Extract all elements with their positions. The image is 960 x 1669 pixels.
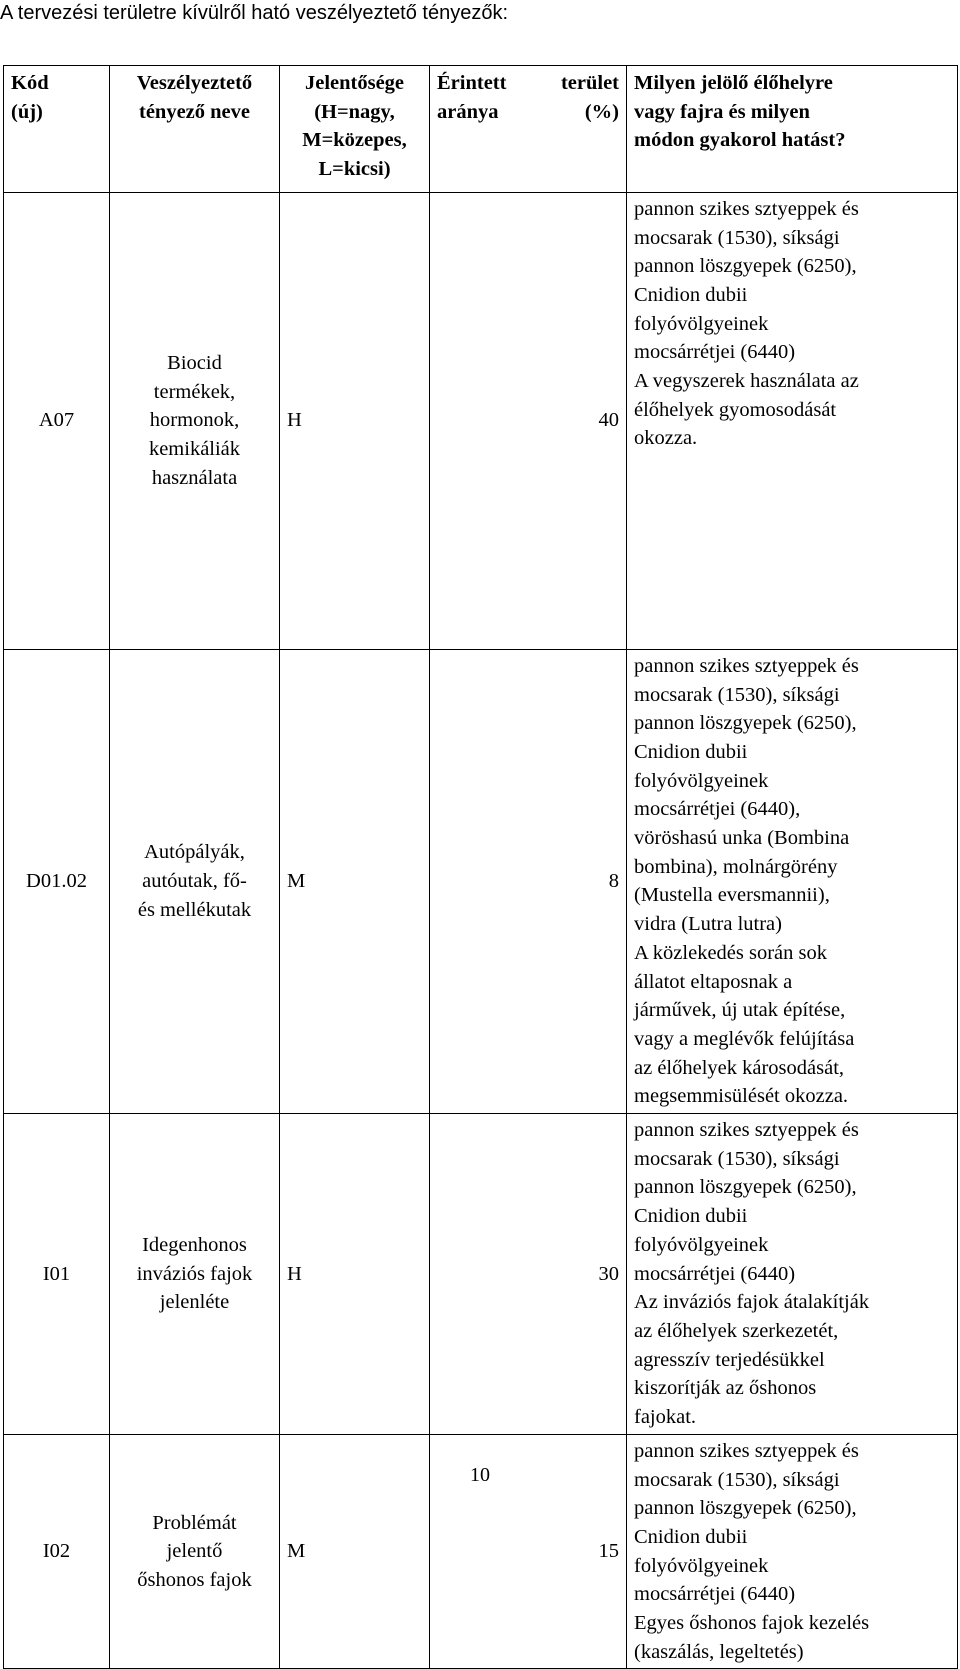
cell-text-line: mocsárrétjei (6440) — [634, 1262, 796, 1285]
cell-text-line: (kaszálás, legeltetés) — [634, 1640, 804, 1663]
cell-text-line: Érintett terület — [437, 72, 619, 94]
cell-text-line: mocsarak (1530), síksági — [634, 1468, 840, 1491]
row-code: D01.02 — [4, 649, 110, 1113]
cell-text-line: Cnidion dubii — [634, 1205, 748, 1228]
cell-text-line: Milyen jelölő élőhelyre — [634, 72, 833, 94]
cell-text-line: mocsárrétjei (6440), — [634, 798, 801, 821]
cell-text-line: okozza. — [634, 427, 698, 450]
row-factor-name — [110, 192, 280, 649]
cell-text-line: módon gyakorol hatást? — [634, 129, 846, 152]
cell-text-line: (H=nagy, — [314, 100, 395, 123]
row-code: I02 — [4, 1434, 110, 1669]
row-effect-description — [627, 192, 958, 649]
cell-text-line: Biocid — [167, 352, 222, 375]
row-affected-ratio: 30 — [430, 1114, 627, 1435]
cell-text-line: vagy a meglévők felújítása — [634, 1027, 855, 1050]
header-name — [110, 66, 280, 193]
cell-text-line: pannon löszgyepek (6250), — [634, 1176, 857, 1199]
cell-text-line: élőhelyek gyomosodását — [634, 398, 837, 421]
cell-text-line: folyóvölgyeinek — [634, 769, 769, 792]
cell-text-line: pannon szikes sztyeppek és — [634, 654, 859, 677]
cell-text-line: tényező neve — [139, 100, 250, 123]
row-factor-name — [110, 649, 280, 1113]
cell-text-line: használata — [151, 466, 238, 489]
cell-text-line: az élőhelyek károsodását, — [634, 1056, 845, 1079]
cell-text-line: folyóvölgyeinek — [634, 1554, 769, 1577]
cell-text-line: Jelentősége — [304, 72, 405, 94]
cell-text-line: pannon löszgyepek (6250), — [634, 255, 857, 278]
cell-text-line: vagy fajra és milyen — [634, 100, 810, 123]
cell-text-line: járművek, új utak építése, — [634, 999, 846, 1022]
cell-text-line: megsemmisülését okozza. — [634, 1085, 849, 1108]
cell-text-line: pannon szikes sztyeppek és — [634, 197, 859, 220]
cell-text-line: folyóvölgyeinek — [634, 1233, 769, 1256]
cell-text-line: és mellékutak — [137, 898, 252, 921]
cell-text-line: kiszorítják az őshonos — [634, 1377, 817, 1400]
cell-text-line: az élőhelyek szerkezetét, — [634, 1319, 839, 1342]
cell-text-line: A vegyszerek használata az — [634, 370, 859, 393]
row-code: I01 — [4, 1114, 110, 1435]
cell-text-line: Veszélyeztető — [136, 72, 253, 94]
cell-text-line: inváziós fajok — [136, 1262, 253, 1285]
cell-text-line: (új) — [11, 100, 43, 123]
threat-factors-table — [3, 65, 958, 1669]
cell-text-line: mocsarak (1530), síksági — [634, 683, 840, 706]
cell-text-line: pannon löszgyepek (6250), — [634, 712, 857, 735]
row-effect-description — [627, 1114, 958, 1435]
row-significance: M — [280, 649, 430, 1113]
cell-text-line: vidra (Lutra lutra) — [634, 913, 782, 936]
cell-text-line: mocsarak (1530), síksági — [634, 226, 840, 249]
row-affected-ratio: 15 — [430, 1434, 627, 1669]
cell-text-line: állatot eltaposnak a — [634, 970, 793, 993]
cell-text-line: pannon szikes sztyeppek és — [634, 1119, 859, 1142]
row-significance: H — [280, 1114, 430, 1435]
cell-text-line: jelenléte — [159, 1291, 230, 1314]
table-row — [4, 1114, 958, 1435]
cell-text-line: M=közepes, — [302, 129, 407, 152]
header-row — [4, 66, 958, 193]
cell-text-line: L=kicsi) — [318, 158, 391, 181]
cell-text-line: pannon szikes sztyeppek és — [634, 1439, 859, 1462]
cell-text-line: fajokat. — [634, 1406, 697, 1429]
cell-text-line: őshonos fajok — [137, 1568, 252, 1591]
cell-text-line: mocsárrétjei (6440) — [634, 341, 796, 364]
cell-text-line: Kód — [11, 72, 49, 94]
intro-text: A tervezési területre kívülről ható veszélyeztető tényezők: — [0, 2, 509, 24]
cell-text-line: Cnidion dubii — [634, 740, 748, 763]
cell-text-line: mocsarak (1530), síksági — [634, 1147, 840, 1170]
cell-text-line: pannon löszgyepek (6250), — [634, 1497, 857, 1520]
row-affected-ratio: 8 — [430, 649, 627, 1113]
cell-text-line: Idegenhonos — [142, 1233, 247, 1256]
cell-text-line: vöröshasú unka (Bombina — [634, 827, 850, 850]
cell-text-line: bombina), molnárgörény — [634, 855, 838, 878]
cell-text-line: agresszív terjedésükkel — [634, 1348, 825, 1371]
header-significance — [280, 66, 430, 193]
row-affected-ratio: 40 — [430, 192, 627, 649]
cell-text-line: kemikáliák — [148, 438, 241, 461]
header-code — [4, 66, 110, 193]
cell-text-line: termékek, — [153, 380, 236, 403]
header-ratio — [430, 66, 627, 193]
cell-text-line: Cnidion dubii — [634, 1525, 748, 1548]
cell-text-line: folyóvölgyeinek — [634, 312, 769, 335]
cell-text-line: Egyes őshonos fajok kezelés — [634, 1612, 870, 1635]
cell-text-line: jelentő — [166, 1540, 223, 1563]
cell-text-line: A közlekedés során sok — [634, 941, 827, 964]
cell-text-line: (Mustella eversmannii), — [634, 884, 830, 907]
cell-text-line: aránya (%) — [437, 100, 619, 123]
cell-text-line: mocsárrétjei (6440) — [634, 1583, 796, 1606]
cell-text-line: autóutak, fő- — [142, 870, 247, 893]
row-significance: H — [280, 192, 430, 649]
cell-text-line: Az inváziós fajok átalakítják — [634, 1291, 870, 1314]
row-effect-description — [627, 649, 958, 1113]
cell-text-line: Autópályák, — [144, 841, 245, 864]
cell-text-line: hormonok, — [149, 409, 240, 432]
table-row — [4, 649, 958, 1113]
page-number: 10 — [470, 1464, 490, 1486]
table-row — [4, 192, 958, 649]
row-significance: M — [280, 1434, 430, 1669]
cell-text-line: Problémát — [152, 1511, 237, 1534]
cell-text-line: Cnidion dubii — [634, 283, 748, 306]
row-code: A07 — [4, 192, 110, 649]
row-factor-name — [110, 1114, 280, 1435]
header-effect — [627, 66, 958, 193]
